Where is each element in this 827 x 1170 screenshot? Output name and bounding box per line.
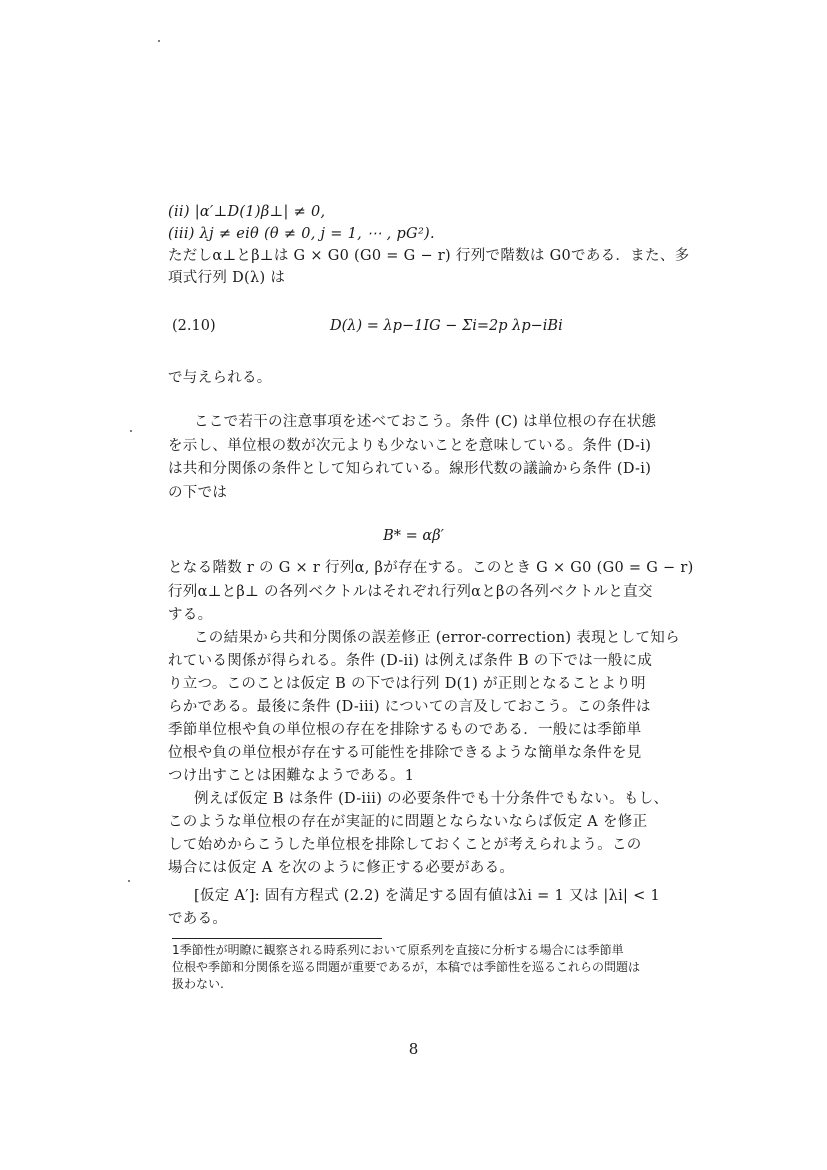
footnote-line1: 1季節性が明瞭に観察される時系列において原系列を直接に分析する場合には季節単 xyxy=(172,943,624,957)
para2-line4: の下では xyxy=(168,485,228,501)
para4-line7: つけ出すことは困難なようである。1 xyxy=(168,768,415,784)
para4-line1: この結果から共和分関係の誤差修正 (error-correction) 表現として知ら xyxy=(194,630,680,646)
equation-body: D(λ) = λp−1IG − Σi=2p λp−iBi xyxy=(330,318,563,334)
para5-line2: このような単位根の存在が実証的に問題とならないならば仮定 A を修正 xyxy=(168,814,648,830)
para3-line2: 行列α⊥とβ⊥ の各列ベクトルはそれぞれ行列αとβの各列ベクトルと直交 xyxy=(168,584,653,600)
para3-line1: となる階数 r の G × r 行列α, βが存在する。このとき G × G0 (G0 = G − r) xyxy=(168,560,694,576)
scan-speck xyxy=(158,40,160,42)
condition-ii: (ii) |α′⊥D(1)β⊥| ≠ 0, xyxy=(168,204,326,220)
para5-line1: 例えば仮定 B は条件 (D-iii) の必要条件でも十分条件でもない。もし、 xyxy=(194,791,669,807)
footnote-line3: 扱わない. xyxy=(172,977,224,991)
centered-equation: B* = αβ′ xyxy=(383,528,444,544)
para1-line2: 項式行列 D(λ) は xyxy=(168,270,286,286)
assumption-line2: である。 xyxy=(168,911,228,927)
para5-line3: して始めからこうした単位根を排除しておくことが考えられよう。この xyxy=(168,837,642,853)
scan-speck xyxy=(128,880,130,882)
para4-line2: れている関係が得られる。条件 (D-ii) は例えば条件 B の下では一般に成 xyxy=(168,653,653,669)
footnote-rule xyxy=(172,938,382,939)
para5-line4: 場合には仮定 A を次のように修正する必要がある。 xyxy=(168,860,515,876)
para2-line2: を示し、単位根の数が次元よりも少ないことを意味している。条件 (D-i) xyxy=(168,438,652,454)
para3-line3: する。 xyxy=(168,607,213,623)
para4-line6: 位根や負の単位根が存在する可能性を排除できるような簡単な条件を見 xyxy=(168,745,642,761)
equation-number: (2.10) xyxy=(172,318,216,334)
para1-line1: ただしα⊥とβ⊥は G × G0 (G0 = G − r) 行列で階数は G0である．また、多 xyxy=(168,248,690,264)
page-number: 8 xyxy=(408,1040,419,1058)
para4-line5: 季節単位根や負の単位根の存在を排除するものである．一般には季節単 xyxy=(168,722,642,738)
assumption-line1: [仮定 A′]: 固有方程式 (2.2) を満足する固有値はλi = 1 又は |λi| < 1 xyxy=(194,888,661,904)
para2-line3: は共和分関係の条件として知られている。線形代数の議論から条件 (D-i) xyxy=(168,461,652,477)
after-equation-text: で与えられる。 xyxy=(168,370,272,386)
para4-line4: らかである。最後に条件 (D-iii) についての言及しておこう。この条件は xyxy=(168,699,651,715)
condition-iii: (iii) λj ≠ eiθ (θ ≠ 0, j = 1, ⋯ , pG²). xyxy=(168,226,435,242)
footnote-line2: 位根や季節和分関係を巡る問題が重要であるが，本稿では季節性を巡るこれらの問題は xyxy=(172,960,641,974)
para4-line3: り立つ。このことは仮定 B の下では行列 D(1) が正則となることより明 xyxy=(168,676,646,692)
para2-line1: ここで若干の注意事項を述べておこう。条件 (C) は単位根の存在状態 xyxy=(194,414,657,430)
scan-speck xyxy=(130,430,132,432)
